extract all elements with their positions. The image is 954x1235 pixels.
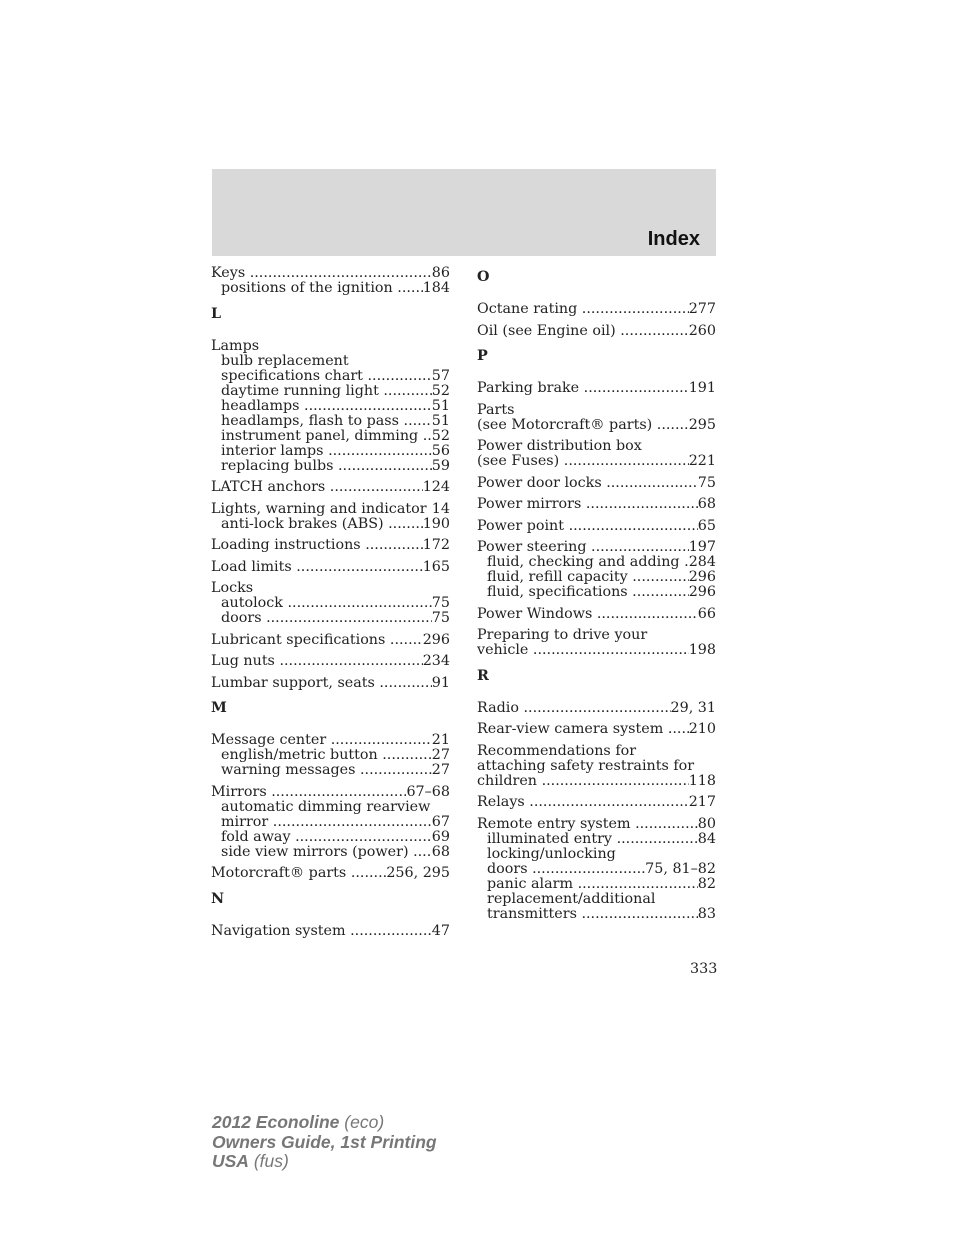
index-entry	[211, 266, 450, 296]
entry-term: specifications chart	[221, 368, 363, 384]
entry-page-ref: 75	[697, 475, 716, 491]
entry-term: fold away	[221, 829, 291, 845]
dot-leader	[404, 414, 432, 429]
entry-term: Motorcraft® parts	[211, 866, 347, 881]
entry-page-ref: 221	[688, 454, 716, 469]
index-line	[477, 774, 716, 789]
index-entry	[477, 817, 716, 922]
entry-page-ref: 68	[697, 497, 716, 512]
index-subentry	[211, 845, 450, 860]
dot-leader	[657, 418, 689, 433]
entry-term: LATCH anchors	[211, 480, 326, 495]
footer-guide: Owners Guide, 1st Printing	[212, 1131, 437, 1152]
entry-page-ref: 59	[431, 458, 450, 474]
entry-term: doors	[487, 861, 528, 877]
index-line	[477, 476, 716, 491]
dot-leader	[266, 611, 432, 626]
entry-term: Power distribution box	[477, 439, 642, 454]
index-line	[477, 540, 716, 555]
dot-leader	[295, 830, 432, 845]
section-letter: R	[477, 667, 489, 684]
section-letter: N	[211, 890, 225, 907]
index-column-right	[477, 266, 716, 928]
entry-term: fluid, checking and adding	[487, 555, 680, 570]
entry-term: Load limits	[211, 559, 292, 575]
index-subentry	[211, 517, 450, 532]
entry-term: Rear-view camera system	[477, 722, 664, 737]
entry-term: Message center	[211, 733, 327, 748]
entry-page-ref: 184	[422, 281, 450, 296]
dot-leader	[668, 722, 689, 737]
index-line	[477, 628, 716, 643]
entry-term: daytime running light	[221, 383, 379, 399]
dot-leader	[296, 560, 422, 575]
index-entry	[211, 654, 450, 669]
section-letter: O	[477, 269, 490, 285]
index-subentry	[477, 585, 716, 600]
index-entry	[211, 866, 450, 881]
index-entry	[477, 607, 716, 622]
index-line	[477, 643, 716, 658]
dot-leader	[331, 733, 432, 748]
entry-term: doors	[221, 611, 262, 626]
entry-term: Power door locks	[477, 475, 602, 491]
index-line	[211, 581, 450, 596]
index-subentry	[211, 748, 450, 763]
dot-leader	[328, 444, 432, 459]
entry-term: autolock	[221, 596, 283, 611]
index-subentry	[477, 862, 716, 877]
index-line	[211, 676, 450, 691]
index-line	[477, 607, 716, 622]
entry-term: Power point	[477, 518, 565, 534]
index-line	[477, 795, 716, 810]
entry-term: Relays	[477, 795, 525, 810]
entry-page-ref: 277	[688, 302, 716, 317]
entry-term: fluid, refill capacity	[487, 570, 628, 585]
dot-leader	[529, 795, 688, 810]
entry-page-ref: 57	[431, 368, 450, 384]
index-subentry	[211, 354, 450, 369]
index-subentry	[211, 384, 450, 399]
entry-page-ref: 75	[431, 611, 450, 626]
section-letter: M	[211, 700, 227, 716]
dot-leader	[287, 596, 431, 611]
entry-term: attaching safety restraints for	[477, 758, 695, 774]
footer	[212, 1113, 437, 1172]
dot-leader	[581, 907, 697, 922]
entry-page-ref: 69	[431, 829, 450, 845]
entry-term: Power mirrors	[477, 497, 582, 512]
dot-leader	[360, 763, 432, 778]
dot-leader	[632, 570, 688, 585]
dot-leader	[279, 654, 422, 669]
index-line	[477, 701, 716, 716]
entry-term: Radio	[477, 700, 519, 716]
index-line	[211, 654, 450, 669]
index-entry	[477, 439, 716, 469]
entry-term: Navigation system	[211, 923, 346, 939]
entry-term: fluid, specifications	[487, 585, 628, 600]
dot-leader	[390, 633, 423, 648]
entry-term: positions of the ignition	[221, 281, 393, 296]
dot-leader	[532, 862, 645, 877]
section-letter: L	[211, 305, 222, 322]
index-entry	[211, 581, 450, 626]
page-number: 333	[690, 961, 718, 977]
entry-page-ref: 67	[431, 814, 450, 830]
entry-page-ref: 84	[697, 831, 716, 847]
entry-term: replacement/additional	[487, 891, 656, 907]
entry-term: english/metric button	[221, 748, 378, 763]
section-letter: P	[477, 348, 488, 364]
index-subentry	[211, 763, 450, 778]
entry-page-ref: 124	[422, 480, 450, 495]
index-line	[211, 266, 450, 281]
index-entry	[477, 795, 716, 810]
index-subentry	[477, 907, 716, 922]
index-line	[211, 785, 450, 800]
index-subentry	[477, 892, 716, 907]
index-subentry	[211, 596, 450, 611]
entry-page-ref: 284	[688, 555, 716, 570]
index-line	[211, 538, 450, 553]
index-subentry	[477, 570, 716, 585]
index-entry	[477, 628, 716, 658]
dot-leader	[413, 845, 432, 860]
dot-leader	[273, 815, 432, 830]
dot-leader	[620, 324, 688, 339]
entry-page-ref: 91	[431, 675, 450, 691]
index-subentry	[211, 611, 450, 626]
entry-term: vehicle	[477, 643, 529, 658]
entry-term: (see Fuses)	[477, 454, 560, 469]
entry-term: transmitters	[487, 906, 577, 922]
header-band	[212, 169, 716, 256]
index-subentry	[477, 847, 716, 862]
index-entry	[477, 722, 716, 737]
entry-page-ref: 118	[688, 773, 716, 789]
index-line	[211, 633, 450, 648]
index-subentry	[211, 281, 450, 296]
entry-term: Keys	[211, 266, 246, 281]
index-line	[211, 339, 450, 354]
index-subentry	[211, 399, 450, 414]
dot-leader	[365, 538, 423, 553]
entry-page-ref: 296	[422, 632, 450, 648]
entry-term: Parking brake	[477, 381, 580, 396]
entry-term: Lumbar support, seats	[211, 675, 375, 691]
entry-page-ref: 68	[431, 844, 450, 860]
dot-leader	[338, 459, 432, 474]
index-line	[477, 817, 716, 832]
entry-term: Power steering	[477, 540, 587, 555]
dot-leader	[379, 676, 431, 691]
index-entry	[211, 924, 450, 939]
entry-page-ref: 165	[422, 559, 450, 575]
index-line	[477, 439, 716, 454]
entry-page-ref: 86	[431, 266, 450, 281]
index-subentry	[211, 369, 450, 384]
index-entry	[477, 476, 716, 491]
entry-page-ref: 52	[431, 383, 450, 399]
index-line	[477, 418, 716, 433]
dot-leader	[586, 497, 698, 512]
dot-leader	[271, 785, 406, 800]
entry-page-ref: 198	[688, 643, 716, 658]
index-line	[477, 302, 716, 317]
index-entry	[211, 560, 450, 575]
index-line	[477, 324, 716, 339]
index-column-left	[211, 266, 450, 945]
index-entry	[477, 381, 716, 396]
index-line	[477, 381, 716, 396]
entry-page-ref: 82	[697, 876, 716, 892]
index-subentry	[477, 877, 716, 892]
index-entry	[477, 519, 716, 534]
entry-page-ref: 296	[688, 570, 716, 585]
index-line	[211, 866, 450, 881]
index-subentry	[211, 459, 450, 474]
entry-page-ref: 47	[431, 923, 450, 939]
entry-term: Lubricant specifications	[211, 632, 386, 648]
index-entry	[477, 701, 716, 716]
entry-page-ref: 83	[697, 906, 716, 922]
entry-page-ref: 14	[431, 501, 450, 517]
index-line	[477, 759, 716, 774]
dot-leader	[632, 585, 689, 600]
index-line	[477, 497, 716, 512]
entry-term: side view mirrors (power)	[221, 844, 409, 860]
index-entry	[477, 744, 716, 789]
dot-leader	[250, 266, 432, 281]
dot-leader	[584, 381, 689, 396]
entry-term: Parts	[477, 402, 515, 418]
entry-page-ref: 234	[422, 654, 450, 669]
entry-term: (see Motorcraft® parts)	[477, 417, 653, 433]
dot-leader	[350, 924, 432, 939]
entry-page-ref: 56	[431, 443, 450, 459]
entry-page-ref: 52	[431, 428, 450, 444]
index-subentry	[211, 414, 450, 429]
entry-term: Remote entry system	[477, 816, 631, 832]
entry-page-ref: 295	[688, 417, 716, 433]
dot-leader	[351, 866, 387, 881]
entry-term: Power Windows	[477, 606, 593, 622]
index-line	[477, 454, 716, 469]
entry-page-ref: 256, 295	[386, 866, 450, 881]
entry-term: Recommendations for	[477, 743, 637, 759]
dot-leader	[397, 281, 422, 296]
entry-page-ref: 80	[697, 816, 716, 832]
entry-page-ref: 217	[688, 795, 716, 810]
index-line	[211, 924, 450, 939]
index-entry	[211, 785, 450, 860]
dot-leader	[635, 817, 698, 832]
entry-page-ref: 21	[431, 733, 450, 748]
dot-leader	[564, 454, 689, 469]
entry-term: Oil (see Engine oil)	[477, 323, 616, 339]
dot-leader	[542, 774, 689, 789]
dot-leader	[578, 877, 698, 892]
entry-page-ref: 191	[688, 381, 716, 396]
entry-term: replacing bulbs	[221, 458, 334, 474]
index-subentry	[211, 444, 450, 459]
index-line	[477, 722, 716, 737]
dot-leader	[606, 476, 698, 491]
entry-term: bulb replacement	[221, 353, 349, 369]
entry-page-ref: 172	[422, 538, 450, 553]
index-line	[477, 744, 716, 759]
index-subentry	[211, 429, 450, 444]
entry-term: children	[477, 773, 538, 789]
page-title: Index	[647, 228, 700, 250]
index-entry	[477, 403, 716, 433]
index-line	[211, 733, 450, 748]
dot-leader	[382, 748, 432, 763]
dot-leader	[617, 832, 698, 847]
entry-term: warning messages	[221, 763, 356, 778]
entry-term: Mirrors	[211, 784, 267, 800]
entry-page-ref: 260	[688, 323, 716, 339]
entry-page-ref: 296	[688, 585, 716, 600]
entry-page-ref: 51	[431, 398, 450, 414]
dot-leader	[388, 517, 423, 532]
dot-leader	[367, 369, 431, 384]
entry-term: automatic dimming rearview	[221, 799, 431, 815]
entry-page-ref: 27	[431, 748, 450, 763]
entry-term: Locks	[211, 581, 254, 596]
index-entry	[211, 480, 450, 495]
entry-term: locking/unlocking	[487, 846, 616, 862]
entry-page-ref: 197	[688, 540, 716, 555]
index-subentry	[211, 800, 450, 815]
footer-region-code: (fus)	[253, 1151, 289, 1171]
entry-term: headlamps, flash to pass	[221, 413, 399, 429]
dot-leader	[383, 384, 431, 399]
entry-term: instrument panel, dimming	[221, 428, 419, 444]
index-entry	[477, 302, 716, 317]
entry-term: Lights, warning and indicator	[211, 501, 427, 517]
entry-term: Preparing to drive your	[477, 628, 648, 643]
entry-term: illuminated entry	[487, 831, 613, 847]
index-entry	[211, 633, 450, 648]
footer-model-code: (eco)	[344, 1112, 385, 1132]
index-line	[211, 502, 450, 517]
index-entry	[211, 733, 450, 778]
footer-region: USA	[212, 1151, 249, 1171]
index-entry	[477, 324, 716, 339]
index-line	[211, 480, 450, 495]
index-subentry	[211, 815, 450, 830]
entry-page-ref: 67–68	[406, 784, 450, 800]
footer-model: 2012 Econoline	[212, 1112, 340, 1132]
entry-page-ref: 65	[697, 518, 716, 534]
index-entry	[211, 502, 450, 532]
entry-term: Lamps	[211, 338, 260, 354]
index-entry	[211, 339, 450, 474]
entry-term: panic alarm	[487, 876, 574, 892]
index-subentry	[477, 832, 716, 847]
index-line	[477, 403, 716, 418]
entry-page-ref: 190	[422, 516, 450, 532]
index-line	[211, 560, 450, 575]
entry-term: interior lamps	[221, 443, 324, 459]
entry-page-ref: 210	[688, 722, 716, 737]
dot-leader	[330, 480, 423, 495]
index-entry	[211, 538, 450, 553]
entry-term: headlamps	[221, 398, 300, 414]
dot-leader	[591, 540, 689, 555]
entry-page-ref: 66	[697, 606, 716, 622]
index-entry	[477, 540, 716, 600]
index-entry	[211, 676, 450, 691]
index-subentry	[211, 830, 450, 845]
entry-term: mirror	[221, 814, 269, 830]
index-entry	[477, 497, 716, 512]
dot-leader	[524, 701, 671, 716]
dot-leader	[569, 519, 698, 534]
entry-term: Octane rating	[477, 302, 578, 317]
entry-page-ref: 75	[431, 596, 450, 611]
entry-page-ref: 51	[431, 413, 450, 429]
dot-leader	[423, 429, 432, 444]
entry-page-ref: 75, 81–82	[645, 861, 716, 877]
index-subentry	[477, 555, 716, 570]
dot-leader	[597, 607, 698, 622]
dot-leader	[533, 643, 689, 658]
entry-page-ref: 27	[431, 763, 450, 778]
dot-leader	[304, 399, 432, 414]
entry-term: anti-lock brakes (ABS)	[221, 516, 384, 532]
entry-page-ref: 29, 31	[670, 700, 716, 716]
entry-term: Lug nuts	[211, 654, 275, 669]
dot-leader	[582, 302, 689, 317]
index-line	[477, 519, 716, 534]
entry-term: Loading instructions	[211, 538, 361, 553]
